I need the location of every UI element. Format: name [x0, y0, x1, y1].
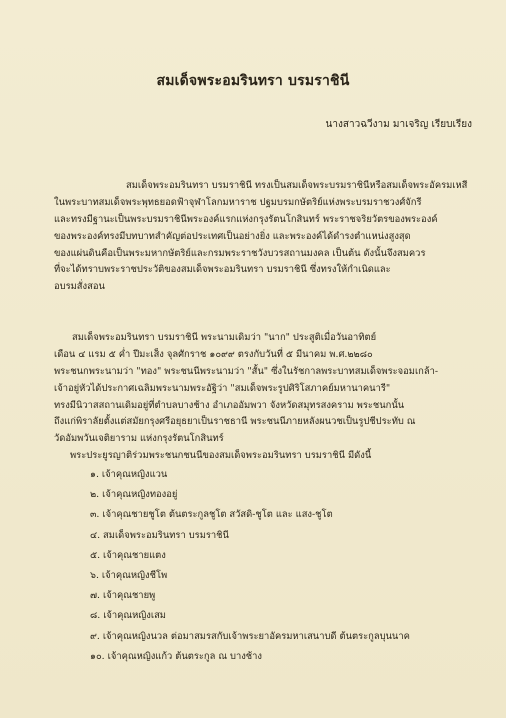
list-item: ๒. เจ้าคุณหญิงทองอยู่: [90, 489, 178, 501]
paragraph-birth: [54, 330, 474, 448]
list-item: ๘. เจ้าคุณหญิงเสม: [90, 610, 166, 622]
paragraph-intro: [54, 178, 474, 296]
list-item: ๗. เจ้าคุณชายพู: [90, 590, 156, 602]
list-item: ๙. เจ้าคุณหญิงนวล ต่อมาสมรสกับเจ้าพระยาอัครมหาเสนาบดี ต้นตระกูลบุนนาค: [90, 630, 410, 642]
list-item: ๑๐. เจ้าคุณหญิงแก้ว ต้นตระกูล ณ บางช้าง: [90, 650, 263, 662]
author-line: นางสาวฉวีงาม มาเจริญ เรียบเรียง: [325, 119, 472, 130]
paragraph-line: พระชนกพระนามว่า "ทอง" พระชนนีพระนามว่า "สั้น" ซึ่งในรัชกาลพระบาทสมเด็จพระจอมเกล้า-: [54, 365, 439, 377]
list-intro: พระประยูรญาติร่วมพระชนกชนนีของสมเด็จพระอมรินทรา บรมราชินี มีดังนี้: [70, 450, 372, 461]
paragraph-line: สมเด็จพระอมรินทรา บรมราชินี ทรงเป็นสมเด็จพระบรมราชินีหรือสมเด็จพระอัครมเหสี: [126, 180, 468, 191]
paragraph-line: ที่จะได้ทราบพระราชประวัติของสมเด็จพระอมรินทรา บรมราชินี ซึ่งทรงให้กำเนิดและ: [54, 264, 391, 276]
paragraph-line: เจ้าอยู่หัวได้ประกาศเฉลิมพระนามพระอัฐิว่า "สมเด็จพระรูปศิริโสภาคย์มหานาคนารี": [54, 382, 391, 394]
paragraph-line: สมเด็จพระอมรินทรา บรมราชินี พระนามเดิมว่า "นาก" ประสูติเมื่อวันอาทิตย์: [72, 332, 377, 343]
list-item: ๔. สมเด็จพระอมรินทรา บรมราชินี: [90, 529, 229, 541]
paragraph-line: เดือน ๔ แรม ๕ ค่ำ ปีมะเส็ง จุลศักราช ๑๐๙๙ ตรงกับวันที่ ๕ มีนาคม พ.ศ.๒๒๘๐: [54, 348, 373, 360]
paragraph-line: ทรงมีนิวาสสถานเดิมอยู่ที่ตำบลบางช้าง อำเภออัมพวา จังหวัดสมุทรสงคราม พระชนกนั้น: [54, 399, 405, 411]
list-item: ๕. เจ้าคุณชายแตง: [90, 549, 166, 561]
document-title: สมเด็จพระอมรินทรา บรมราชินี: [156, 73, 350, 89]
list-item: ๖. เจ้าคุณหญิงชีโพ: [90, 569, 168, 581]
paragraph-line: ของแผ่นดินคือเป็นพระมหากษัตริย์และกรมพระราชวังบวรสถานมงคล เป็นต้น ดังนั้นจึงสมควร: [54, 247, 426, 259]
siblings-list: [90, 465, 410, 667]
paragraph-line: อบรมสั่งสอน: [54, 281, 105, 293]
list-item: ๓. เจ้าคุณชายชูโต ต้นตระกูลชูโต สวัสดิ-ชูโต และ แสง-ชูโต: [90, 509, 333, 521]
list-item: ๑. เจ้าคุณหญิงแวน: [90, 469, 168, 480]
paragraph-line: ถึงแก่พิราลัยตั้งแต่สมัยกรุงศรีอยุธยาเป็นราชธานี พระชนนีภายหลังผนวชเป็นรูปชีประทับ ณ: [54, 416, 416, 428]
paragraph-line: วัดอัมพวันเจติยาราม แห่งกรุงรัตนโกสินทร์: [54, 433, 224, 445]
paragraph-line: ในพระบาทสมเด็จพระพุทธยอดฟ้าจุฬาโลกมหาราช ปฐมบรมกษัตริย์แห่งพระบรมราชวงศ์จักรี: [54, 196, 422, 208]
paragraph-line: ของพระองค์ทรงมีบทบาทสำคัญต่อประเทศเป็นอย่างยิ่ง และพระองค์ได้ดำรงตำแหน่งสูงสุด: [54, 230, 411, 242]
paragraph-line: และทรงมีฐานะเป็นพระบรมราชินีพระองค์แรกแห่งกรุงรัตนโกสินทร์ พระราชจริยวัตรของพระองค์: [54, 213, 438, 225]
